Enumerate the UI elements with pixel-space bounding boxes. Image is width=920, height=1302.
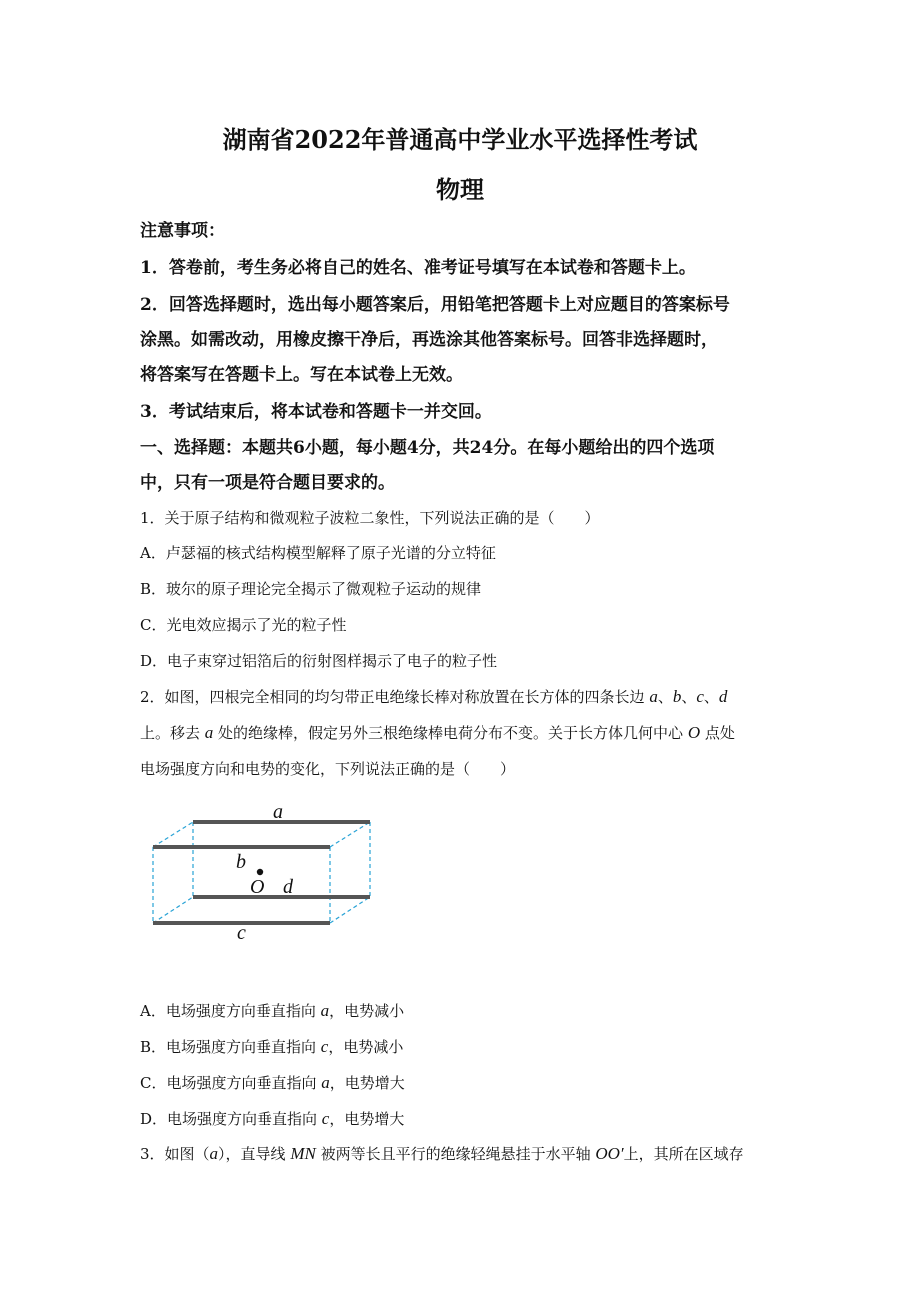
q3-text: 上，其所在区域存 [623, 1145, 744, 1163]
q2-var-c: c [696, 687, 704, 706]
label-c: c [237, 922, 246, 944]
label-a: a [273, 801, 283, 823]
notice-item-3: 3．考试结束后，将本试卷和答题卡一并交回。 [140, 402, 492, 422]
q3-text: 3．如图（ [140, 1145, 210, 1163]
section-1-line-2: 中，只有一项是符合题目要求的。 [140, 473, 395, 493]
label-d: d [283, 876, 293, 898]
question-1-stem: 1．关于原子结构和微观粒子波粒二象性，下列说法正确的是（ ） [140, 509, 600, 527]
question-1-option-d: D．电子束穿过铝箔后的衍射图样揭示了电子的粒子性 [140, 652, 498, 670]
q2-var-d: d [718, 687, 728, 706]
option-text: C．电场强度方向垂直指向 [140, 1074, 322, 1092]
q2-var-o: O [687, 723, 701, 742]
q2-var-b: b [672, 687, 682, 706]
label-b: b [236, 851, 246, 873]
option-var: c [320, 1037, 329, 1056]
notice-item-2-line-1: 2．回答选择题时，选出每小题答案后，用铅笔把答题卡上对应题目的答案标号 [140, 295, 730, 315]
q3-text: ），直导线 [218, 1145, 291, 1163]
q3-text: 被两等长且平行的绝缘轻绳悬挂于水平轴 [315, 1145, 596, 1163]
exam-title: 湖南省2022年普通高中学业水平选择性考试 [222, 125, 698, 154]
option-text: A．电场强度方向垂直指向 [140, 1002, 321, 1020]
q2-text: 上。移去 [140, 724, 205, 742]
question-2-stem-line-1 [140, 686, 790, 707]
notice-heading: 注意事项： [140, 221, 225, 241]
notice-item-2-line-2: 涂黑。如需改动，用橡皮擦干净后，再选涂其他答案标号。回答非选择题时， [140, 330, 718, 350]
question-2-option-c [140, 1072, 790, 1093]
question-1-option-c: C．光电效应揭示了光的粒子性 [140, 616, 347, 634]
question-1-option-b: B．玻尔的原子理论完全揭示了微观粒子运动的规律 [140, 580, 482, 598]
question-3-stem-line-1 [140, 1143, 790, 1164]
q2-text: 2．如图，四根完全相同的均匀带正电绝缘长棒对称放置在长方体的四条长边 [140, 688, 650, 706]
notice-item-1: 1．答卷前，考生务必将自己的姓名、准考证号填写在本试卷和答题卡上。 [140, 258, 696, 278]
question-1-option-a: A．卢瑟福的核式结构模型解释了原子光谱的分立特征 [140, 544, 496, 562]
q2-sep: 、 [657, 688, 673, 706]
cuboid-figure [140, 798, 390, 948]
q3-var-mn: MN [290, 1144, 316, 1163]
option-var: a [321, 1073, 330, 1092]
q2-text: 点处 [700, 724, 735, 742]
option-text: ，电势增大 [329, 1074, 405, 1092]
option-text: ，电势减小 [329, 1002, 405, 1020]
option-text: D．电场强度方向垂直指向 [140, 1110, 322, 1128]
question-2-stem-line-3: 电场强度方向和电势的变化，下列说法正确的是（ ） [140, 760, 516, 778]
q2-sep: 、 [681, 688, 697, 706]
q2-sep: 、 [703, 688, 719, 706]
option-text: ，电势增大 [329, 1110, 405, 1128]
section-1-line-1: 一、选择题：本题共6小题，每小题4分，共24分。在每小题给出的四个选项 [140, 438, 715, 458]
question-2-option-b [140, 1036, 790, 1057]
center-point-o [257, 869, 263, 875]
option-text: ，电势减小 [328, 1038, 404, 1056]
option-text: B．电场强度方向垂直指向 [140, 1038, 321, 1056]
question-2-option-d [140, 1108, 790, 1129]
question-2-stem-line-2 [140, 722, 790, 743]
label-o: O [250, 876, 265, 898]
option-var: c [321, 1109, 330, 1128]
q2-var-a: a [649, 687, 658, 706]
q2-text: 处的绝缘棒，假定另外三根绝缘棒电荷分布不变。关于长方体几何中心 [213, 724, 688, 742]
question-2-option-a [140, 1000, 790, 1021]
notice-item-2-line-3: 将答案写在答题卡上。写在本试卷上无效。 [140, 365, 463, 385]
q3-var-a: a [209, 1144, 219, 1163]
q3-var-oo: OO′ [595, 1144, 624, 1163]
option-var: a [320, 1001, 330, 1020]
q2-var-a: a [204, 723, 214, 742]
subject-title: 物理 [436, 175, 484, 204]
